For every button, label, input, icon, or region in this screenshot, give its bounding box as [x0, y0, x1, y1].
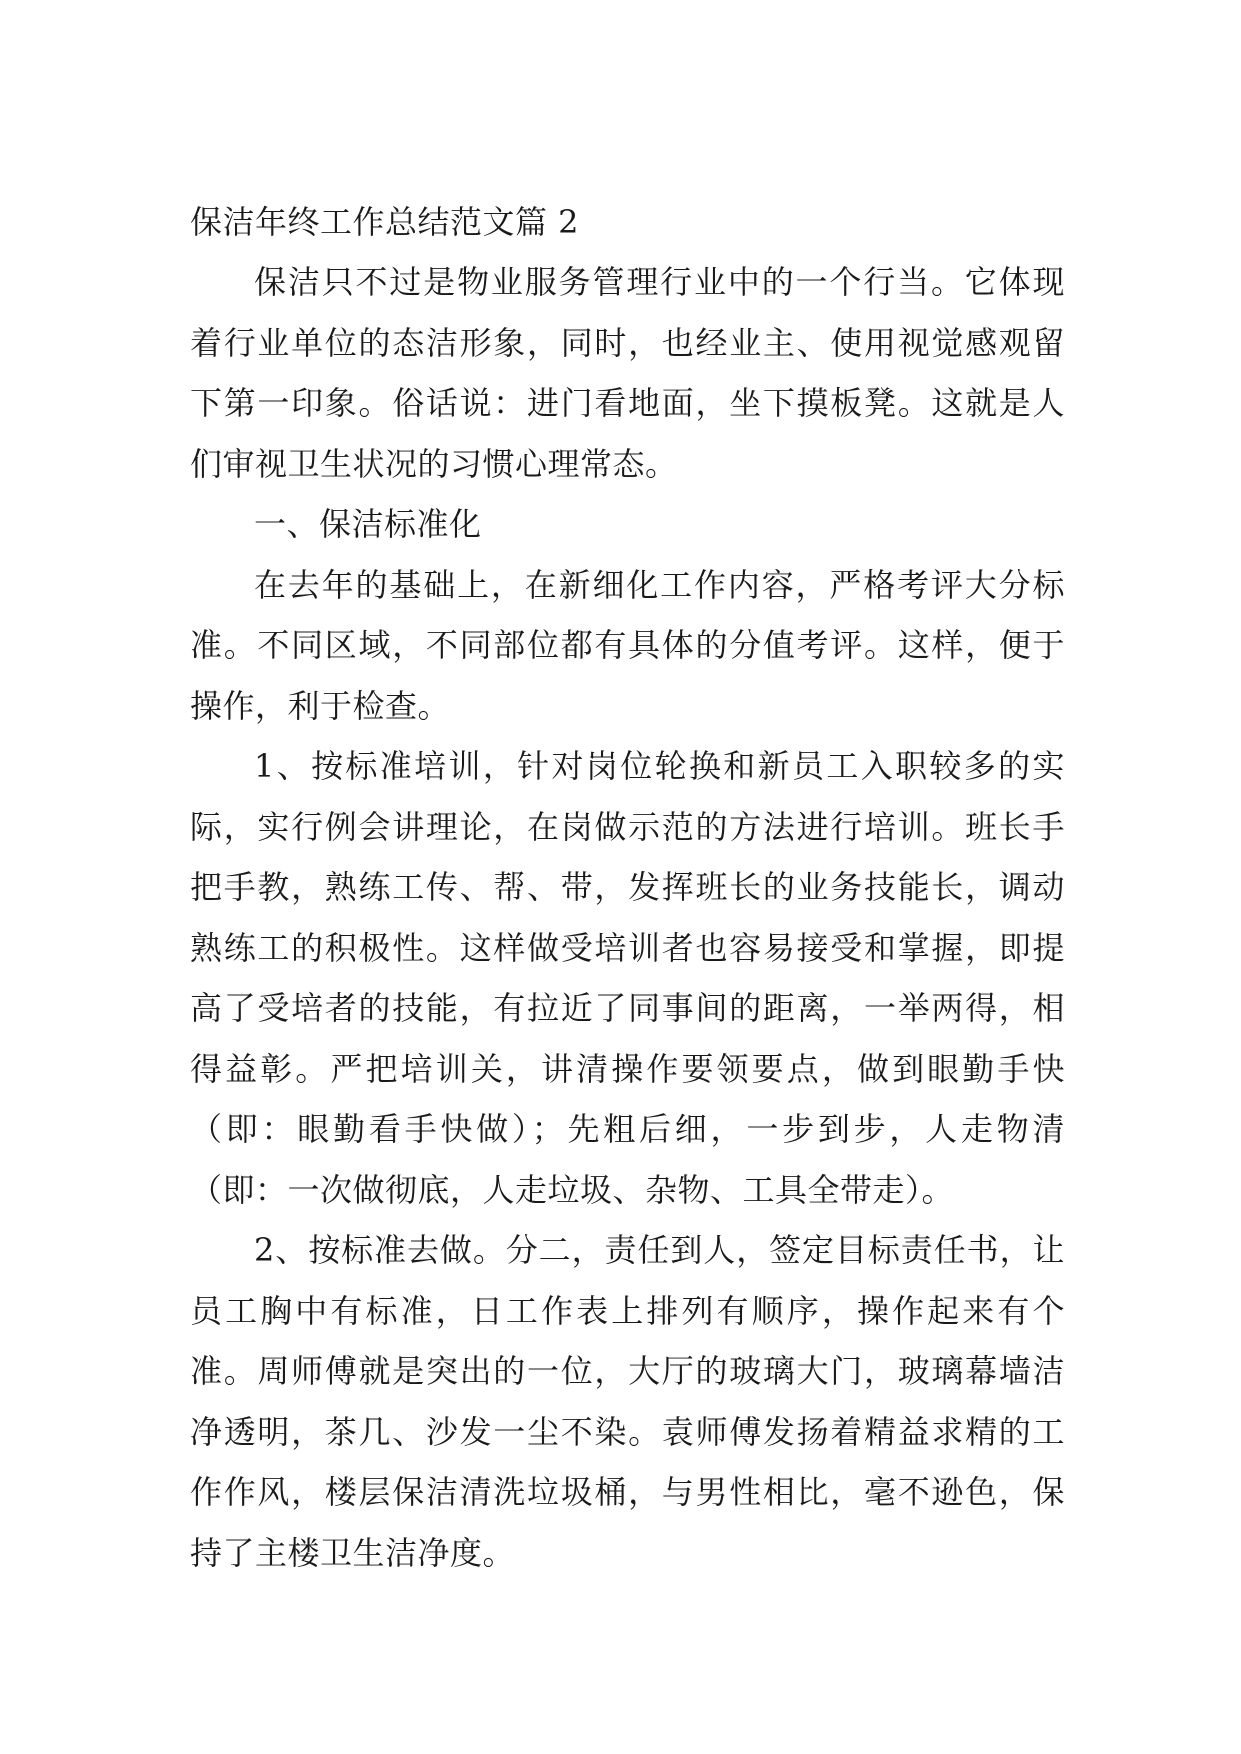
section-heading-standardization: 一、保洁标准化 [254, 505, 482, 543]
paragraph-training: 1、按标准培训，针对岗位轮换和新员工入职较多的实际，实行例会讲理论，在岗做示范的方法进行培训。班长手把手教，熟练工传、帮、带，发挥班长的业务技能长，调动熟练工的积极性。这样做受培训者也容易接受和掌握，即提高了受培者的技能，有拉近了同事间的距离，一举两得，相得益彰。严把培训关，讲清操作要领要点，做到眼勤手快（即：眼勤看手快做）；先粗后细，一步到步，人走物清（即：一次做彻底，人走垃圾、杂物、工具全带走）。 [190, 747, 1065, 1209]
paragraph-standardization: 在去年的基础上，在新细化工作内容，严格考评大分标准。不同区域，不同部位都有具体的分值考评。这样，便于操作，利于检查。 [190, 565, 1065, 725]
paragraph-intro: 保洁只不过是物业服务管理行业中的一个行当。它体现着行业单位的态洁形象，同时，也经业主、使用视觉感观留下第一印象。俗话说：进门看地面，坐下摸板凳。这就是人们审视卫生状况的习惯心理常态。 [190, 263, 1065, 483]
document-title: 保洁年终工作总结范文篇 2 [190, 203, 580, 241]
paragraph-execution: 2、按标准去做。分二，责任到人，签定目标责任书，让员工胸中有标准，日工作表上排列有顺序，操作起来有个准。周师傅就是突出的一位，大厅的玻璃大门，玻璃幕墙洁净透明，茶几、沙发一尘不染。袁师傅发扬着精益求精的工作作风，楼层保洁清洗垃圾桶，与男性相比，毫不逊色，保持了主楼卫生洁净度。 [190, 1231, 1065, 1572]
document-body [190, 192, 1065, 1583]
